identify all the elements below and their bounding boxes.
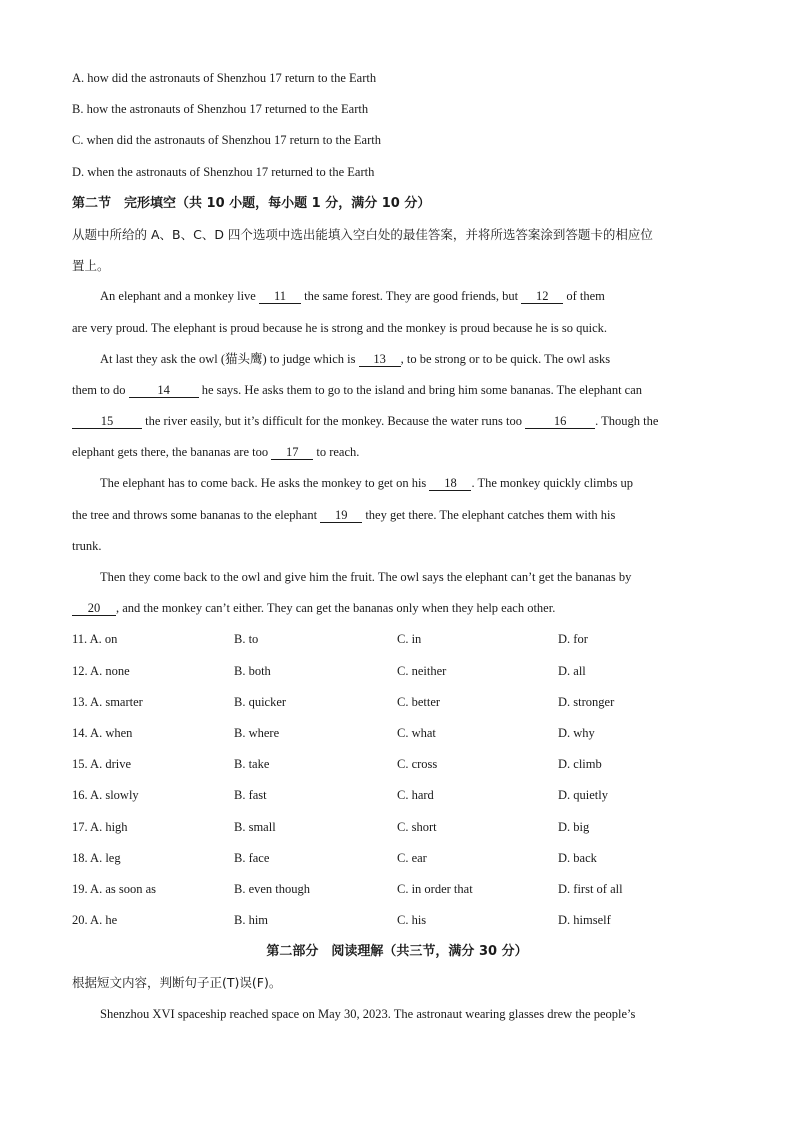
option-b: B. quicker [234,694,287,709]
option-c: C. in [397,632,422,647]
option-b: B. him [234,913,269,928]
blank-11: 11 [259,289,301,304]
option-c: C. in order that [397,881,473,896]
part-instruction: 根据短文内容，判断句子正(T)误(F)。 [72,975,282,991]
option-line: A. how did the astronauts of Shenzhou 17 return to the Earth [72,71,377,85]
option-c: C. short [397,819,437,834]
section-instruction: 从题中所给的 A、B、C、D 四个选项中选出能填入空白处的最佳答案，并将所选答案涂到答题卡的相应位 [72,226,653,242]
passage-line: 20 , and the monkey can’t either. They can get the bananas only when they help each other. [72,593,722,624]
option-b: B. even though [234,881,311,896]
passage-line: them to do 14 he says. He asks them to go to the island and bring him some bananas. The elephant can [72,382,643,397]
option-a: 18. A. leg [72,850,121,865]
passage-line: trunk. [72,538,102,553]
blank-16: 16 [525,414,595,429]
option-c: C. what [397,725,436,740]
section-instruction: 置上。 [72,258,110,274]
options-row [72,843,722,874]
passage-line: elephant gets there, the bananas are too 17 to reach. [72,445,360,460]
option-c: C. cross [397,757,438,772]
options-row [72,780,722,811]
options-row [72,656,722,687]
passage-line: At last they ask the owl (猫头鹰) to judge which is 13 , to be strong or to be quick. The owl asks [100,351,611,366]
blank-18: 18 [429,476,471,491]
part-heading: 第二部分 阅读理解（共三节，满分 30 分） [266,944,528,960]
option-a: 17. A. high [72,819,128,834]
passage-line: the tree and throws some bananas to the elephant 19 they get there. The elephant catches them with his [72,507,616,522]
option-a: 13. A. smarter [72,694,143,709]
options-row [72,812,722,843]
option-a: 12. A. none [72,663,130,678]
options-row [72,905,722,936]
option-b: B. where [234,725,280,740]
passage-line: The elephant has to come back. He asks the monkey to get on his 18 . The monkey quickly climbs up [100,476,633,491]
option-b: B. to [234,632,259,647]
option-a: 20. A. he [72,913,118,928]
options-row [72,718,722,749]
option-b: B. face [234,850,270,865]
blank-19: 19 [320,508,362,523]
option-c: C. better [397,694,441,709]
option-line: D. when the astronauts of Shenzhou 17 returned to the Earth [72,164,375,179]
options-grid [72,624,722,936]
blank-14: 14 [129,383,199,398]
option-d: D. stronger [558,694,615,709]
options-row [72,624,722,655]
option-a: 14. A. when [72,725,133,740]
blank-20: 20 [72,601,116,616]
passage-line: Then they come back to the owl and give him the fruit. The owl says the elephant can’t get the bananas by [100,570,632,584]
passage-line: are very proud. The elephant is proud because he is strong and the monkey is proud because he is so quick. [72,320,608,335]
option-line: B. how the astronauts of Shenzhou 17 returned to the Earth [72,102,369,117]
option-c: C. neither [397,663,447,678]
option-b: B. small [234,819,276,834]
exam-page [72,63,722,1030]
blank-12: 12 [521,289,563,304]
option-a: 15. A. drive [72,757,132,772]
blank-13: 13 [359,352,401,367]
blank-17: 17 [271,445,313,460]
option-d: D. first of all [558,881,623,896]
passage-line: 15 the river easily, but it’s difficult for the monkey. Because the water runs too 16 . Though the [72,406,722,437]
option-c: C. ear [397,850,427,865]
passage-line: Shenzhou XVI spaceship reached space on May 30, 2023. The astronaut wearing glasses drew the people’s [100,1006,636,1021]
blank-15: 15 [72,414,142,429]
option-line: C. when did the astronauts of Shenzhou 17 return to the Earth [72,133,381,148]
section-heading: 第二节 完形填空（共 10 小题，每小题 1 分，满分 10 分） [72,195,431,211]
option-d: D. big [558,819,590,834]
option-d: D. quietly [558,788,608,803]
option-a: 19. A. as soon as [72,881,157,896]
option-d: D. climb [558,757,602,772]
option-d: D. why [558,725,595,740]
options-row [72,874,722,905]
passage-line: An elephant and a monkey live 11 the same forest. They are good friends, but 12 of them [100,289,605,304]
option-a: 11. A. on [72,632,118,647]
option-d: D. himself [558,913,611,928]
options-row [72,749,722,780]
option-a: 16. A. slowly [72,788,139,803]
option-c: C. hard [397,788,434,803]
option-d: D. for [558,632,588,647]
option-d: D. back [558,850,597,865]
option-b: B. fast [234,788,267,803]
option-c: C. his [397,913,427,928]
option-d: D. all [558,663,586,678]
option-b: B. take [234,757,270,772]
option-b: B. both [234,663,271,678]
options-row [72,687,722,718]
